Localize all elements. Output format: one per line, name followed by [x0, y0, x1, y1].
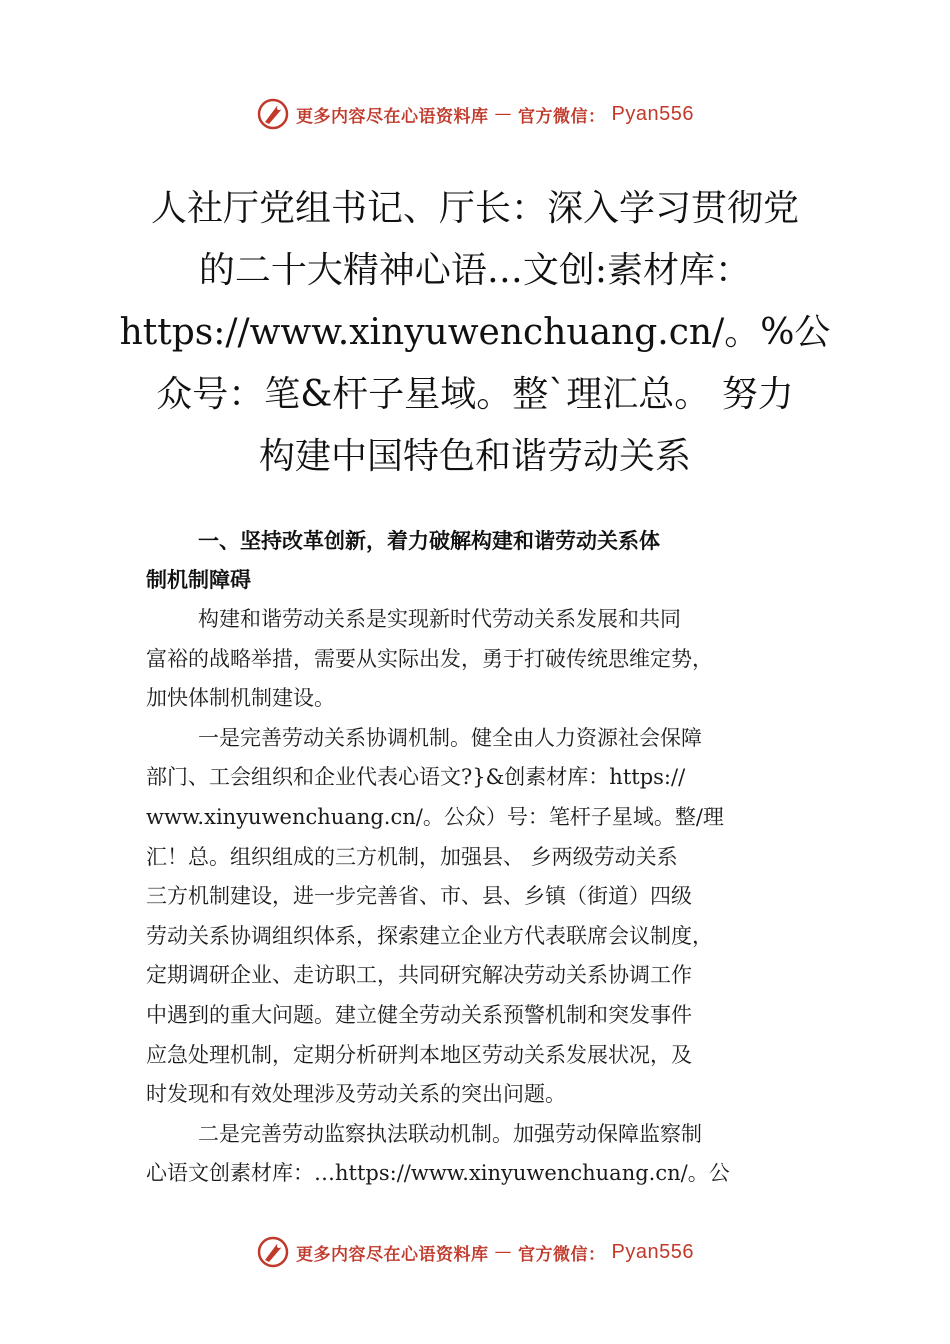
- title-line: 构建中国特色和谐劳动关系: [258, 436, 691, 477]
- pen-nib-logo-icon: [256, 1235, 290, 1269]
- banner-text: 更多内容尽在心语资料库: [296, 106, 489, 127]
- body-line: 二是完善劳动监察执法联动机制。加强劳动保障监察制: [198, 1121, 702, 1146]
- body-text: [146, 600, 826, 1194]
- title-line: 人社厅党组书记、厅长：深入学习贯彻党: [150, 188, 799, 229]
- section-heading: [146, 522, 826, 600]
- body-line: 应急处理机制，定期分析研判本地区劳动关系发展状况，及: [146, 1042, 692, 1067]
- body-line: www.xinyuwenchuang.cn/。公众）号：笔杆子星域。整/理: [146, 804, 724, 829]
- body-line: 一是完善劳动关系协调机制。健全由人力资源社会保障: [198, 725, 702, 750]
- body-line: 汇！总。组织组成的三方机制，加强县、 乡两级劳动关系: [146, 844, 678, 869]
- heading-line: 制机制障碍: [146, 568, 251, 592]
- heading-line: 一、坚持改革创新，着力破解构建和谐劳动关系体: [198, 529, 660, 553]
- body-line: 富裕的战略举措，需要从实际出发，勇于打破传统思维定势，: [146, 646, 713, 671]
- banner-label: 官方微信：: [518, 106, 606, 127]
- body-line: 时发现和有效处理涉及劳动关系的突出问题。: [146, 1082, 566, 1107]
- banner-separator: —: [494, 104, 513, 124]
- title-line: https://www.xinyuwenchuang.cn/。%公: [119, 312, 831, 353]
- footer-banner: [0, 1232, 950, 1272]
- body-line: 三方机制建设，进一步完善省、市、县、乡镇（街道）四级: [146, 884, 692, 909]
- pen-nib-logo-icon: [256, 97, 290, 131]
- banner-text: 更多内容尽在心语资料库: [296, 1244, 489, 1265]
- body-line: 中遇到的重大问题。建立健全劳动关系预警机制和突发事件: [146, 1002, 692, 1027]
- title-line: 众号：笔&杆子星域。整`理汇总。 努力: [156, 374, 794, 415]
- banner-handle: Pyan556: [611, 102, 694, 125]
- banner-label: 官方微信：: [518, 1244, 606, 1265]
- banner-handle: Pyan556: [611, 1240, 694, 1263]
- body-line: 构建和谐劳动关系是实现新时代劳动关系发展和共同: [198, 607, 681, 631]
- body-line: 定期调研企业、走访职工，共同研究解决劳动关系协调工作: [146, 963, 692, 988]
- document-title: [100, 178, 850, 488]
- banner-separator: —: [494, 1242, 513, 1262]
- body-line: 劳动关系协调组织体系，探索建立企业方代表联席会议制度，: [146, 923, 713, 948]
- body-line: 部门、工会组织和企业代表心语文?}&创素材库：https://: [146, 765, 686, 790]
- header-banner: [0, 94, 950, 134]
- title-line: 的二十大精神心语…文创:素材库：: [198, 250, 752, 291]
- body-line: 加快体制机制建设。: [146, 686, 335, 711]
- body-line: 心语文创素材库：…https://www.xinyuwenchuang.cn/。公: [146, 1161, 730, 1186]
